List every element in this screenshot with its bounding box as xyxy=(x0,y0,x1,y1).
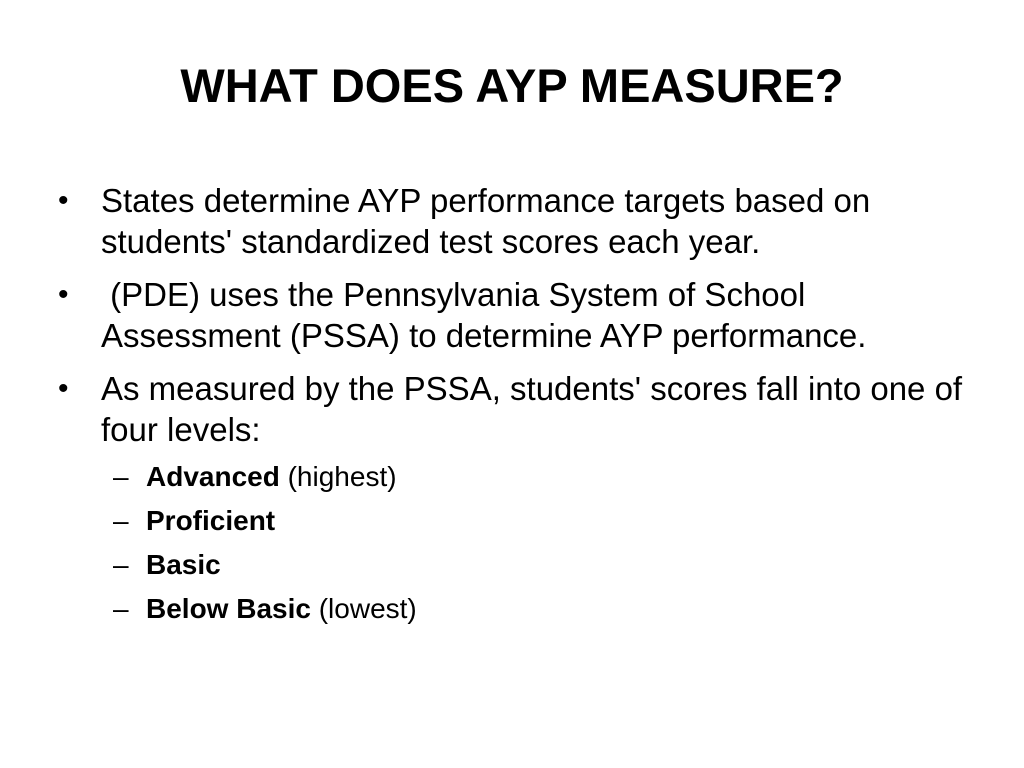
score-level-item xyxy=(56,592,966,626)
score-level-item xyxy=(56,504,966,538)
score-level-item xyxy=(56,548,966,582)
level-note: (highest) xyxy=(279,461,397,492)
dash-marker: – xyxy=(113,549,129,580)
level-name: Below Basic xyxy=(146,593,311,624)
bullet-text: As measured by the PSSA, students' scores fall into one of four levels: xyxy=(101,370,963,448)
bullet-marker: • xyxy=(58,278,69,311)
bullet-marker: • xyxy=(58,372,69,405)
slide-title: WHAT DOES AYP MEASURE? xyxy=(180,59,844,112)
level-name: Basic xyxy=(146,549,221,580)
score-level-list xyxy=(56,460,966,626)
bullet-item xyxy=(56,180,966,262)
dash-marker: – xyxy=(113,593,129,624)
level-name: Advanced xyxy=(146,461,280,492)
bullet-marker: • xyxy=(58,184,69,217)
dash-marker: – xyxy=(113,505,129,536)
dash-marker: – xyxy=(113,461,129,492)
bullet-item xyxy=(56,368,966,450)
bullet-item xyxy=(56,274,966,356)
level-note: (lowest) xyxy=(310,593,417,624)
slide-content xyxy=(56,180,966,636)
bullet-text: States determine AYP performance targets based on students' standardized test scores each year. xyxy=(101,182,871,260)
score-level-item xyxy=(56,460,966,494)
level-name: Proficient xyxy=(146,505,276,536)
bullet-text: (PDE) uses the Pennsylvania System of School Assessment (PSSA) to determine AYP performance. xyxy=(101,276,867,354)
